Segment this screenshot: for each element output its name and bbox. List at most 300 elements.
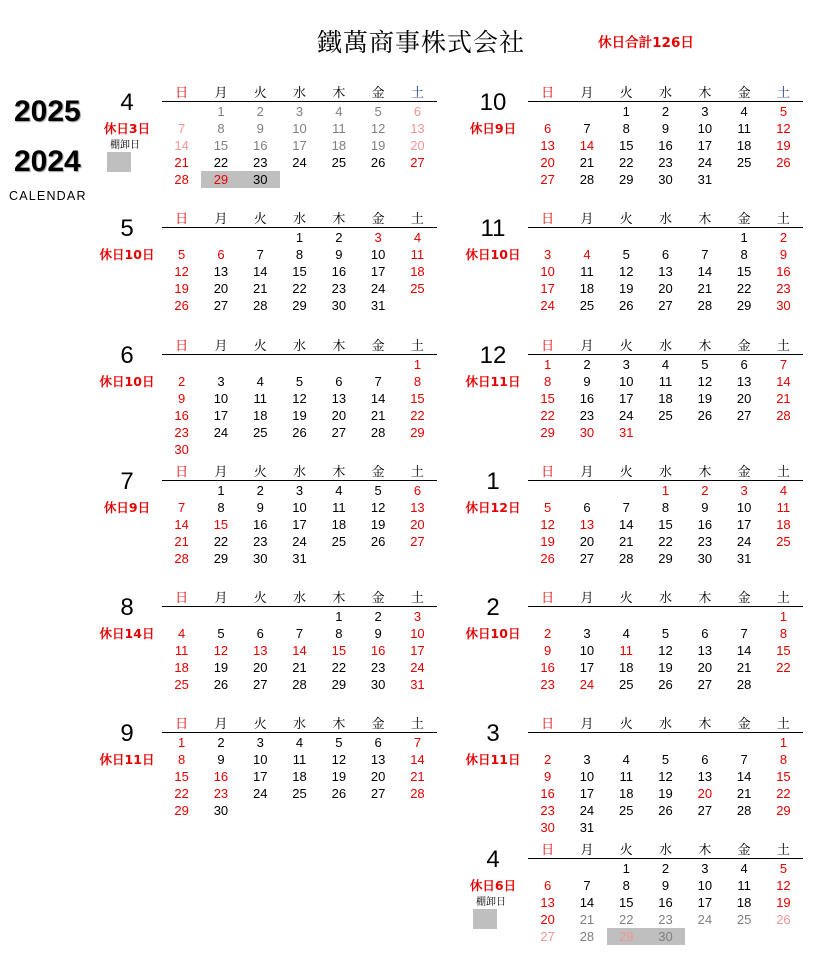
day-cell: 28 [253,298,268,313]
day-cell: 28 [370,425,386,440]
week-row [162,734,437,751]
day-cell: 12 [213,643,229,658]
day-cell: 17 [370,264,386,279]
weekday-header [162,86,437,102]
month-number: 4 [120,89,134,116]
year-label: 2025 [14,95,81,128]
day-cell: 25 [331,155,347,170]
day-cell: 29 [292,298,307,313]
month-grid [528,339,803,441]
day-cell: 24 [292,155,307,170]
month-grid [528,86,803,188]
week-row [162,516,437,533]
day-cell: 23 [697,534,713,549]
day-cell: 16 [658,895,673,910]
day-cell: 3 [544,247,552,262]
month-grid [162,339,437,458]
day-cell: 9 [256,121,264,136]
day-cell: 17 [579,660,595,675]
day-cell: 17 [253,769,268,784]
month-number: 4 [486,846,500,873]
day-cell: 27 [410,534,425,549]
day-cell: 11 [658,374,673,389]
day-cell: 20 [213,281,229,296]
weekday-label: 火 [253,591,267,606]
weekday-label: 月 [580,591,594,606]
week-row [528,407,803,424]
day-cell: 21 [579,155,595,170]
weekday-label: 火 [619,339,633,354]
day-cell: 4 [295,735,304,750]
day-cell: 26 [658,803,673,818]
day-cell: 19 [658,786,673,801]
day-cell: 8 [217,121,225,136]
day-cell: 14 [736,769,752,784]
day-cell: 12 [370,500,386,515]
day-cell: 30 [776,298,791,313]
day-cell: 9 [374,626,382,641]
week-row [162,280,437,297]
week-row [528,751,803,768]
day-cell: 5 [779,104,788,119]
day-cell: 24 [410,660,425,675]
week-row [162,229,437,246]
week-row [162,751,437,768]
day-cell: 3 [701,861,709,876]
weekday-label: 木 [698,843,712,858]
empty-cell [528,734,567,751]
day-cell: 26 [776,155,791,170]
day-cell: 9 [661,878,670,893]
weekday-label: 金 [737,717,751,732]
day-cell: 29 [607,928,646,945]
week-row [528,642,803,659]
day-cell: 14 [579,895,595,910]
weekday-header [162,465,437,481]
day-cell: 2 [178,374,186,389]
week-row [528,768,803,785]
empty-cell [528,608,567,625]
day-cell: 26 [370,534,386,549]
day-cell: 27 [736,408,752,423]
day-cell: 5 [217,626,225,641]
weekday-label: 日 [541,465,555,480]
day-cell: 15 [540,391,555,406]
weekday-header [528,591,803,607]
empty-cell [280,171,319,188]
day-cell: 11 [737,878,751,893]
week-row [162,297,437,314]
weekday-label: 火 [253,86,267,101]
weekday-label: 水 [659,465,673,480]
day-cell: 25 [736,912,752,927]
empty-cell [319,550,358,567]
day-cell: 25 [736,155,752,170]
weekday-label: 日 [175,591,189,606]
day-cell: 9 [178,391,186,406]
empty-cell [567,482,606,499]
day-cell: 18 [410,264,425,279]
day-cell: 10 [370,247,386,262]
day-cell: 11 [619,769,633,784]
day-cell: 20 [410,138,425,153]
day-cell: 27 [213,298,229,313]
holiday-count: 休日9日 [103,500,151,515]
empty-cell [398,441,437,458]
day-cell: 23 [540,803,555,818]
day-cell: 3 [374,230,382,245]
weekday-label: 木 [332,591,346,606]
week-row [528,280,803,297]
month-block [92,591,438,711]
day-cell: 12 [540,517,555,532]
weekday-label: 火 [253,717,267,732]
weekday-header [528,843,803,859]
week-row [528,911,803,928]
day-cell: 6 [701,626,709,641]
day-cell: 15 [213,517,229,532]
weekday-header [528,465,803,481]
weekday-label: 土 [776,717,790,732]
week-row [528,516,803,533]
weekday-label: 月 [214,212,228,227]
week-row [162,659,437,676]
day-cell: 5 [374,104,382,119]
empty-cell [685,424,724,441]
month-block [458,86,804,206]
day-cell: 26 [619,298,634,313]
day-cell: 2 [583,357,591,372]
day-cell: 20 [370,769,386,784]
day-cell: 24 [697,155,713,170]
day-cell: 28 [292,677,307,692]
week-row [162,441,437,458]
empty-cell [567,608,606,625]
day-cell: 18 [619,660,634,675]
weekday-label: 土 [410,591,424,606]
empty-cell [280,441,319,458]
weekday-label: 木 [698,465,712,480]
empty-cell [685,608,724,625]
day-cell: 16 [697,517,713,532]
month-number: 6 [120,342,134,369]
week-row [528,390,803,407]
weekday-header [162,212,437,228]
day-cell: 23 [579,408,595,423]
weekday-header [528,717,803,733]
weekday-label: 水 [659,339,673,354]
day-cell: 31 [697,172,713,187]
empty-cell [646,608,685,625]
week-row [528,499,803,516]
week-row [162,390,437,407]
month-number: 2 [486,594,500,621]
day-cell: 9 [217,752,225,767]
empty-cell [398,802,437,819]
empty-cell [567,103,606,120]
day-cell: 10 [697,878,713,893]
empty-cell [764,928,803,945]
day-cell: 16 [253,517,268,532]
day-cell: 31 [579,820,595,835]
day-cell: 13 [579,517,595,532]
day-cell: 4 [740,861,748,876]
day-cell: 5 [661,626,670,641]
day-cell: 30 [646,928,685,945]
weekday-label: 木 [698,339,712,354]
day-cell: 5 [295,374,304,389]
day-cell: 29 [736,298,752,313]
day-cell: 12 [370,121,386,136]
day-cell: 1 [335,609,343,624]
week-row [528,103,803,120]
day-cell: 27 [658,298,673,313]
day-cell: 25 [619,803,634,818]
empty-cell [201,229,240,246]
day-cell: 2 [374,609,382,624]
day-cell: 13 [410,121,425,136]
weekday-label: 水 [659,86,673,101]
day-cell: 10 [579,643,595,658]
weekday-label: 金 [737,591,751,606]
week-row [162,608,437,625]
week-row [528,785,803,802]
weekday-label: 土 [776,339,790,354]
weekday-label: 木 [698,591,712,606]
day-cell: 14 [174,138,189,153]
month-grid [162,212,437,314]
day-cell: 12 [658,769,673,784]
day-cell: 31 [410,677,425,692]
month-number: 11 [480,215,506,242]
day-cell: 21 [736,660,752,675]
empty-cell [528,229,567,246]
weekday-header [162,591,437,607]
day-cell: 30 [579,425,595,440]
weekday-header [162,717,437,733]
week-row [528,894,803,911]
day-cell: 2 [335,230,343,245]
day-cell: 15 [736,264,752,279]
empty-cell [646,229,685,246]
day-cell: 29 [658,551,673,566]
day-cell: 10 [292,121,307,136]
month-block [458,591,804,711]
weekday-label: 日 [175,86,189,101]
day-cell: 28 [697,298,713,313]
empty-cell [358,550,397,567]
day-cell: 29 [540,425,555,440]
day-cell: 13 [370,752,386,767]
day-cell: 7 [583,878,591,893]
month-grid [162,86,437,188]
weekday-label: 金 [737,212,751,227]
weekday-label: 日 [175,465,189,480]
day-cell: 9 [256,500,264,515]
day-cell: 17 [697,138,713,153]
weekday-label: 日 [541,339,555,354]
empty-cell [646,424,685,441]
day-cell: 7 [740,752,748,767]
empty-cell [241,356,280,373]
weekday-label: 火 [619,717,633,732]
day-cell: 8 [622,121,630,136]
weekday-label: 木 [332,212,346,227]
day-cell: 22 [658,534,673,549]
day-cell: 21 [579,912,595,927]
week-row [528,625,803,642]
week-row [162,263,437,280]
day-cell: 16 [540,786,555,801]
empty-cell [201,608,240,625]
day-cell: 7 [779,357,788,372]
day-cell: 10 [697,121,713,136]
day-cell: 1 [740,230,748,245]
weekday-label: 土 [410,339,424,354]
day-cell: 5 [622,247,630,262]
inventory-day-swatch [473,909,497,929]
day-cell: 10 [213,391,229,406]
day-cell: 3 [295,104,304,119]
week-row [528,373,803,390]
weekday-label: 火 [253,339,267,354]
day-cell: 16 [174,408,189,423]
day-cell: 31 [370,298,386,313]
day-cell: 18 [253,408,268,423]
week-row [528,424,803,441]
day-cell: 21 [619,534,634,549]
day-cell: 7 [701,247,709,262]
day-cell: 28 [579,172,595,187]
day-cell: 30 [697,551,713,566]
day-cell: 14 [410,752,425,767]
day-cell: 13 [213,264,229,279]
year-label: 2024 [14,145,81,178]
week-row [162,120,437,137]
day-cell: 10 [540,264,555,279]
day-cell: 21 [292,660,307,675]
day-cell: 25 [776,534,791,549]
day-cell: 19 [658,660,673,675]
day-cell: 15 [658,517,673,532]
inventory-day-label: 棚卸日 [110,140,140,151]
day-cell: 20 [697,786,713,801]
day-cell: 3 [583,752,591,767]
day-cell: 5 [335,735,343,750]
day-cell: 23 [174,425,189,440]
day-cell: 21 [736,786,752,801]
day-cell: 14 [736,643,752,658]
day-cell: 6 [701,752,709,767]
day-cell: 11 [332,500,346,515]
day-cell: 24 [540,298,555,313]
day-cell: 22 [776,660,791,675]
day-cell: 31 [292,551,307,566]
day-cell: 1 [544,357,552,372]
day-cell: 5 [701,357,709,372]
day-cell: 4 [335,483,343,498]
weekday-label: 水 [659,212,673,227]
weekday-label: 木 [698,86,712,101]
weekday-label: 金 [371,339,385,354]
weekday-label: 土 [410,212,424,227]
day-cell: 10 [736,500,752,515]
day-cell: 3 [583,626,591,641]
day-cell: 6 [661,247,670,262]
day-cell: 26 [331,786,347,801]
day-cell: 8 [178,752,186,767]
day-cell: 14 [253,264,268,279]
day-cell: 12 [174,264,189,279]
day-cell: 12 [776,121,791,136]
holiday-count: 休日10日 [99,247,155,262]
day-cell: 12 [697,374,713,389]
weekday-label: 木 [332,717,346,732]
weekday-label: 水 [659,717,673,732]
day-cell: 29 [410,425,425,440]
day-cell: 6 [374,735,382,750]
day-cell: 26 [776,912,791,927]
weekday-label: 火 [619,86,633,101]
day-cell: 14 [776,374,791,389]
day-cell: 13 [410,500,425,515]
day-cell: 17 [213,408,229,423]
day-cell: 27 [540,929,555,944]
month-block [458,465,804,585]
day-cell: 5 [544,500,552,515]
week-row [162,802,437,819]
day-cell: 2 [779,230,788,245]
week-row [528,860,803,877]
month-grid [528,843,803,945]
day-cell: 9 [544,643,552,658]
weekday-label: 火 [253,465,267,480]
week-row [162,171,437,188]
empty-cell [607,482,646,499]
day-cell: 13 [540,895,555,910]
day-cell: 23 [213,786,229,801]
day-cell: 10 [619,374,634,389]
weekday-label: 木 [698,717,712,732]
day-cell: 4 [178,626,186,641]
empty-cell [685,928,724,945]
day-cell: 22 [331,660,347,675]
day-cell: 22 [213,534,229,549]
day-cell: 25 [174,677,189,692]
week-row [528,676,803,693]
day-cell: 18 [619,786,634,801]
day-cell: 19 [776,138,791,153]
day-cell: 4 [622,752,630,767]
day-cell: 7 [256,247,264,262]
empty-cell [162,356,201,373]
week-row [528,802,803,819]
day-cell: 1 [661,483,670,498]
month-number: 9 [120,720,134,747]
week-row [528,877,803,894]
day-cell: 28 [579,929,595,944]
day-cell: 8 [779,752,788,767]
day-cell: 24 [697,912,713,927]
day-cell: 28 [410,786,425,801]
empty-cell [398,550,437,567]
holiday-count: 休日11日 [99,752,155,767]
day-cell: 11 [253,391,267,406]
empty-cell [607,734,646,751]
day-cell: 26 [213,677,229,692]
day-cell: 7 [374,374,382,389]
day-cell: 31 [619,425,634,440]
